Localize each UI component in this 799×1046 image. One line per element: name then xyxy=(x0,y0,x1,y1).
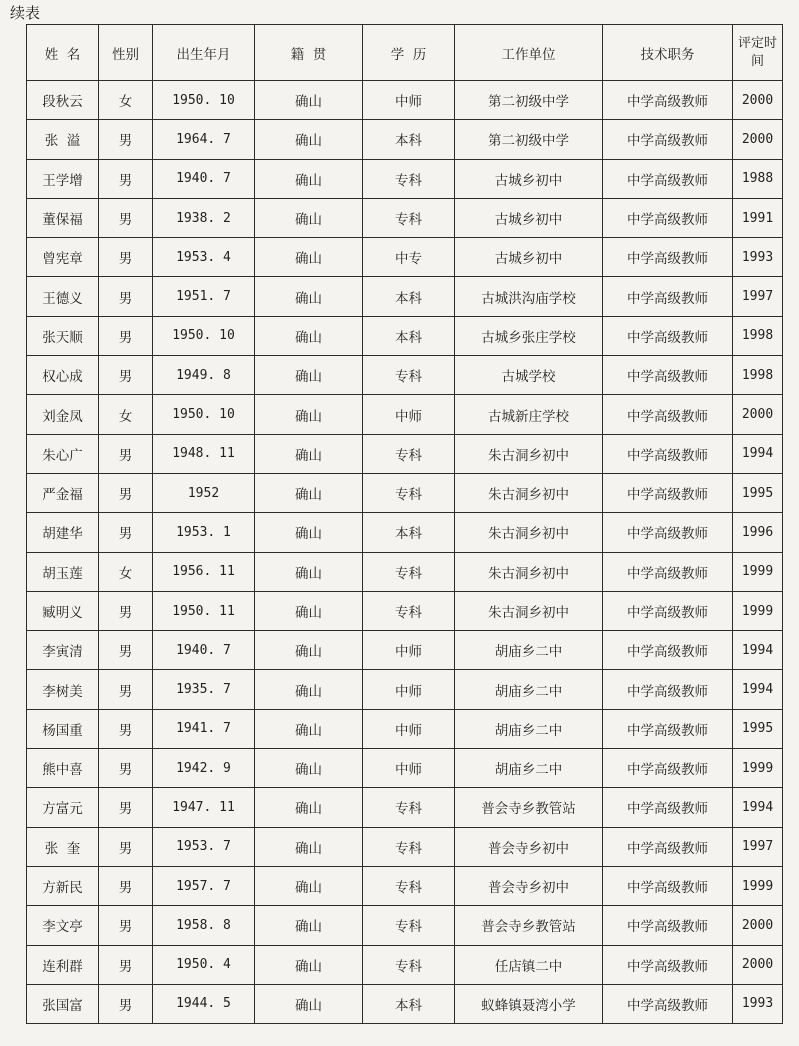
cell-native: 确山 xyxy=(255,513,363,552)
cell-work-unit: 古城洪沟庙学校 xyxy=(455,277,603,316)
cell-education: 专科 xyxy=(363,866,455,905)
cell-name: 方新民 xyxy=(27,866,99,905)
cell-sex: 男 xyxy=(99,827,153,866)
cell-evaluation-year: 2000 xyxy=(733,120,783,159)
cell-education: 中师 xyxy=(363,395,455,434)
cell-birth: 1947. 11 xyxy=(153,788,255,827)
table-row xyxy=(27,159,783,198)
table-row xyxy=(27,788,783,827)
cell-native: 确山 xyxy=(255,984,363,1023)
cell-birth: 1935. 7 xyxy=(153,670,255,709)
cell-education: 专科 xyxy=(363,945,455,984)
table-row xyxy=(27,749,783,788)
cell-job-title: 中学高级教师 xyxy=(603,906,733,945)
cell-native: 确山 xyxy=(255,81,363,120)
cell-birth: 1951. 7 xyxy=(153,277,255,316)
table-row xyxy=(27,866,783,905)
table-row xyxy=(27,513,783,552)
cell-education: 专科 xyxy=(363,552,455,591)
cell-work-unit: 普会寺乡初中 xyxy=(455,827,603,866)
cell-evaluation-year: 2000 xyxy=(733,945,783,984)
cell-birth: 1964. 7 xyxy=(153,120,255,159)
table-row xyxy=(27,709,783,748)
cell-work-unit: 胡庙乡二中 xyxy=(455,670,603,709)
cell-native: 确山 xyxy=(255,906,363,945)
cell-work-unit: 胡庙乡二中 xyxy=(455,709,603,748)
cell-evaluation-year: 1993 xyxy=(733,984,783,1023)
cell-sex: 男 xyxy=(99,238,153,277)
cell-evaluation-year: 1999 xyxy=(733,552,783,591)
cell-work-unit: 朱古洞乡初中 xyxy=(455,473,603,512)
cell-sex: 男 xyxy=(99,670,153,709)
cell-sex: 女 xyxy=(99,81,153,120)
table-row xyxy=(27,906,783,945)
cell-work-unit: 普会寺乡教管站 xyxy=(455,788,603,827)
header-birth: 出生年月 xyxy=(153,25,255,81)
cell-native: 确山 xyxy=(255,277,363,316)
table-row xyxy=(27,81,783,120)
cell-name: 方富元 xyxy=(27,788,99,827)
table-row xyxy=(27,631,783,670)
header-job-title: 技术职务 xyxy=(603,25,733,81)
cell-education: 本科 xyxy=(363,120,455,159)
cell-native: 确山 xyxy=(255,788,363,827)
cell-work-unit: 古城乡初中 xyxy=(455,198,603,237)
cell-native: 确山 xyxy=(255,120,363,159)
cell-work-unit: 第二初级中学 xyxy=(455,81,603,120)
cell-native: 确山 xyxy=(255,749,363,788)
cell-birth: 1940. 7 xyxy=(153,631,255,670)
cell-name: 张国富 xyxy=(27,984,99,1023)
cell-native: 确山 xyxy=(255,591,363,630)
table-row xyxy=(27,356,783,395)
cell-birth: 1950. 4 xyxy=(153,945,255,984)
table-caption: 续表 xyxy=(10,4,41,22)
table-body xyxy=(27,81,783,1024)
cell-native: 确山 xyxy=(255,434,363,473)
cell-birth: 1944. 5 xyxy=(153,984,255,1023)
table-row xyxy=(27,473,783,512)
cell-evaluation-year: 2000 xyxy=(733,81,783,120)
cell-education: 专科 xyxy=(363,356,455,395)
cell-birth: 1950. 10 xyxy=(153,316,255,355)
header-row xyxy=(27,25,783,81)
teacher-roster-table xyxy=(26,24,783,1024)
cell-sex: 男 xyxy=(99,749,153,788)
cell-education: 专科 xyxy=(363,434,455,473)
cell-name: 李树美 xyxy=(27,670,99,709)
cell-sex: 男 xyxy=(99,513,153,552)
cell-work-unit: 朱古洞乡初中 xyxy=(455,552,603,591)
cell-sex: 男 xyxy=(99,945,153,984)
cell-birth: 1941. 7 xyxy=(153,709,255,748)
cell-work-unit: 朱古洞乡初中 xyxy=(455,513,603,552)
cell-evaluation-year: 1993 xyxy=(733,238,783,277)
table-row xyxy=(27,552,783,591)
table-row xyxy=(27,395,783,434)
cell-evaluation-year: 1994 xyxy=(733,434,783,473)
cell-work-unit: 胡庙乡二中 xyxy=(455,631,603,670)
table-row xyxy=(27,238,783,277)
cell-birth: 1952 xyxy=(153,473,255,512)
header-work-unit: 工作单位 xyxy=(455,25,603,81)
cell-education: 本科 xyxy=(363,984,455,1023)
cell-birth: 1958. 8 xyxy=(153,906,255,945)
cell-job-title: 中学高级教师 xyxy=(603,827,733,866)
cell-job-title: 中学高级教师 xyxy=(603,159,733,198)
cell-work-unit: 古城乡张庄学校 xyxy=(455,316,603,355)
cell-sex: 男 xyxy=(99,788,153,827)
cell-job-title: 中学高级教师 xyxy=(603,709,733,748)
cell-education: 中师 xyxy=(363,709,455,748)
header-sex: 性别 xyxy=(99,25,153,81)
cell-birth: 1953. 1 xyxy=(153,513,255,552)
cell-evaluation-year: 1994 xyxy=(733,788,783,827)
cell-education: 中师 xyxy=(363,670,455,709)
cell-evaluation-year: 1994 xyxy=(733,631,783,670)
cell-job-title: 中学高级教师 xyxy=(603,513,733,552)
cell-job-title: 中学高级教师 xyxy=(603,749,733,788)
table-row xyxy=(27,984,783,1023)
cell-birth: 1956. 11 xyxy=(153,552,255,591)
table-row xyxy=(27,945,783,984)
cell-native: 确山 xyxy=(255,866,363,905)
cell-work-unit: 第二初级中学 xyxy=(455,120,603,159)
cell-name: 王德义 xyxy=(27,277,99,316)
cell-education: 中师 xyxy=(363,631,455,670)
cell-birth: 1953. 4 xyxy=(153,238,255,277)
cell-work-unit: 蚁蜂镇聂湾小学 xyxy=(455,984,603,1023)
cell-job-title: 中学高级教师 xyxy=(603,788,733,827)
cell-name: 张 奎 xyxy=(27,827,99,866)
cell-education: 中专 xyxy=(363,238,455,277)
cell-name: 董保福 xyxy=(27,198,99,237)
cell-evaluation-year: 2000 xyxy=(733,906,783,945)
cell-education: 本科 xyxy=(363,277,455,316)
cell-sex: 男 xyxy=(99,120,153,159)
cell-evaluation-year: 1991 xyxy=(733,198,783,237)
cell-birth: 1953. 7 xyxy=(153,827,255,866)
cell-name: 朱心广 xyxy=(27,434,99,473)
table-row xyxy=(27,277,783,316)
cell-native: 确山 xyxy=(255,827,363,866)
table-row xyxy=(27,120,783,159)
cell-evaluation-year: 1997 xyxy=(733,277,783,316)
cell-work-unit: 普会寺乡初中 xyxy=(455,866,603,905)
cell-job-title: 中学高级教师 xyxy=(603,591,733,630)
cell-education: 专科 xyxy=(363,827,455,866)
cell-sex: 男 xyxy=(99,709,153,748)
cell-sex: 男 xyxy=(99,866,153,905)
cell-native: 确山 xyxy=(255,473,363,512)
cell-evaluation-year: 1995 xyxy=(733,473,783,512)
cell-evaluation-year: 1995 xyxy=(733,709,783,748)
cell-job-title: 中学高级教师 xyxy=(603,395,733,434)
header-name: 姓 名 xyxy=(27,25,99,81)
cell-education: 专科 xyxy=(363,159,455,198)
cell-name: 段秋云 xyxy=(27,81,99,120)
cell-birth: 1938. 2 xyxy=(153,198,255,237)
cell-job-title: 中学高级教师 xyxy=(603,81,733,120)
table-row xyxy=(27,670,783,709)
table-row xyxy=(27,316,783,355)
cell-job-title: 中学高级教师 xyxy=(603,866,733,905)
cell-name: 杨国重 xyxy=(27,709,99,748)
cell-sex: 男 xyxy=(99,277,153,316)
cell-sex: 男 xyxy=(99,198,153,237)
cell-work-unit: 古城新庄学校 xyxy=(455,395,603,434)
header-education: 学 历 xyxy=(363,25,455,81)
cell-education: 专科 xyxy=(363,591,455,630)
cell-name: 熊中喜 xyxy=(27,749,99,788)
cell-job-title: 中学高级教师 xyxy=(603,198,733,237)
cell-evaluation-year: 1988 xyxy=(733,159,783,198)
header-native: 籍 贯 xyxy=(255,25,363,81)
cell-native: 确山 xyxy=(255,709,363,748)
cell-name: 臧明义 xyxy=(27,591,99,630)
cell-education: 中师 xyxy=(363,749,455,788)
cell-evaluation-year: 1999 xyxy=(733,866,783,905)
cell-name: 李寅清 xyxy=(27,631,99,670)
cell-birth: 1942. 9 xyxy=(153,749,255,788)
cell-name: 胡建华 xyxy=(27,513,99,552)
table-row xyxy=(27,827,783,866)
cell-native: 确山 xyxy=(255,631,363,670)
cell-job-title: 中学高级教师 xyxy=(603,552,733,591)
cell-job-title: 中学高级教师 xyxy=(603,277,733,316)
cell-name: 严金福 xyxy=(27,473,99,512)
table-row xyxy=(27,591,783,630)
cell-native: 确山 xyxy=(255,159,363,198)
cell-name: 刘金凤 xyxy=(27,395,99,434)
cell-native: 确山 xyxy=(255,552,363,591)
cell-job-title: 中学高级教师 xyxy=(603,631,733,670)
cell-native: 确山 xyxy=(255,945,363,984)
cell-work-unit: 普会寺乡教管站 xyxy=(455,906,603,945)
cell-birth: 1949. 8 xyxy=(153,356,255,395)
cell-name: 权心成 xyxy=(27,356,99,395)
header-evaluation-year: 评定时间 xyxy=(733,25,783,81)
table-header xyxy=(27,25,783,81)
cell-education: 中师 xyxy=(363,81,455,120)
cell-native: 确山 xyxy=(255,238,363,277)
cell-sex: 男 xyxy=(99,591,153,630)
cell-education: 本科 xyxy=(363,316,455,355)
cell-job-title: 中学高级教师 xyxy=(603,670,733,709)
cell-birth: 1948. 11 xyxy=(153,434,255,473)
cell-name: 李文亭 xyxy=(27,906,99,945)
cell-sex: 男 xyxy=(99,159,153,198)
cell-job-title: 中学高级教师 xyxy=(603,945,733,984)
cell-name: 曾宪章 xyxy=(27,238,99,277)
cell-sex: 男 xyxy=(99,631,153,670)
cell-job-title: 中学高级教师 xyxy=(603,984,733,1023)
cell-work-unit: 古城学校 xyxy=(455,356,603,395)
cell-native: 确山 xyxy=(255,198,363,237)
cell-work-unit: 任店镇二中 xyxy=(455,945,603,984)
cell-evaluation-year: 1996 xyxy=(733,513,783,552)
cell-work-unit: 古城乡初中 xyxy=(455,238,603,277)
table-row xyxy=(27,198,783,237)
cell-birth: 1950. 11 xyxy=(153,591,255,630)
cell-job-title: 中学高级教师 xyxy=(603,473,733,512)
cell-sex: 男 xyxy=(99,906,153,945)
cell-birth: 1957. 7 xyxy=(153,866,255,905)
cell-name: 张 溢 xyxy=(27,120,99,159)
cell-work-unit: 古城乡初中 xyxy=(455,159,603,198)
cell-name: 胡玉莲 xyxy=(27,552,99,591)
cell-name: 张天顺 xyxy=(27,316,99,355)
cell-evaluation-year: 2000 xyxy=(733,395,783,434)
cell-sex: 男 xyxy=(99,473,153,512)
cell-work-unit: 朱古洞乡初中 xyxy=(455,434,603,473)
cell-education: 专科 xyxy=(363,473,455,512)
cell-sex: 男 xyxy=(99,434,153,473)
cell-name: 王学增 xyxy=(27,159,99,198)
cell-sex: 男 xyxy=(99,316,153,355)
cell-sex: 男 xyxy=(99,984,153,1023)
cell-native: 确山 xyxy=(255,395,363,434)
cell-birth: 1950. 10 xyxy=(153,81,255,120)
cell-sex: 女 xyxy=(99,395,153,434)
cell-native: 确山 xyxy=(255,316,363,355)
cell-evaluation-year: 1999 xyxy=(733,591,783,630)
cell-native: 确山 xyxy=(255,670,363,709)
cell-birth: 1940. 7 xyxy=(153,159,255,198)
cell-native: 确山 xyxy=(255,356,363,395)
cell-education: 专科 xyxy=(363,906,455,945)
cell-evaluation-year: 1999 xyxy=(733,749,783,788)
cell-evaluation-year: 1998 xyxy=(733,356,783,395)
cell-birth: 1950. 10 xyxy=(153,395,255,434)
cell-job-title: 中学高级教师 xyxy=(603,316,733,355)
cell-evaluation-year: 1997 xyxy=(733,827,783,866)
cell-job-title: 中学高级教师 xyxy=(603,120,733,159)
table-row xyxy=(27,434,783,473)
cell-education: 专科 xyxy=(363,788,455,827)
cell-job-title: 中学高级教师 xyxy=(603,434,733,473)
cell-sex: 女 xyxy=(99,552,153,591)
cell-sex: 男 xyxy=(99,356,153,395)
cell-work-unit: 胡庙乡二中 xyxy=(455,749,603,788)
cell-work-unit: 朱古洞乡初中 xyxy=(455,591,603,630)
cell-name: 连利群 xyxy=(27,945,99,984)
cell-evaluation-year: 1998 xyxy=(733,316,783,355)
cell-evaluation-year: 1994 xyxy=(733,670,783,709)
cell-job-title: 中学高级教师 xyxy=(603,238,733,277)
cell-job-title: 中学高级教师 xyxy=(603,356,733,395)
cell-education: 专科 xyxy=(363,198,455,237)
cell-education: 本科 xyxy=(363,513,455,552)
